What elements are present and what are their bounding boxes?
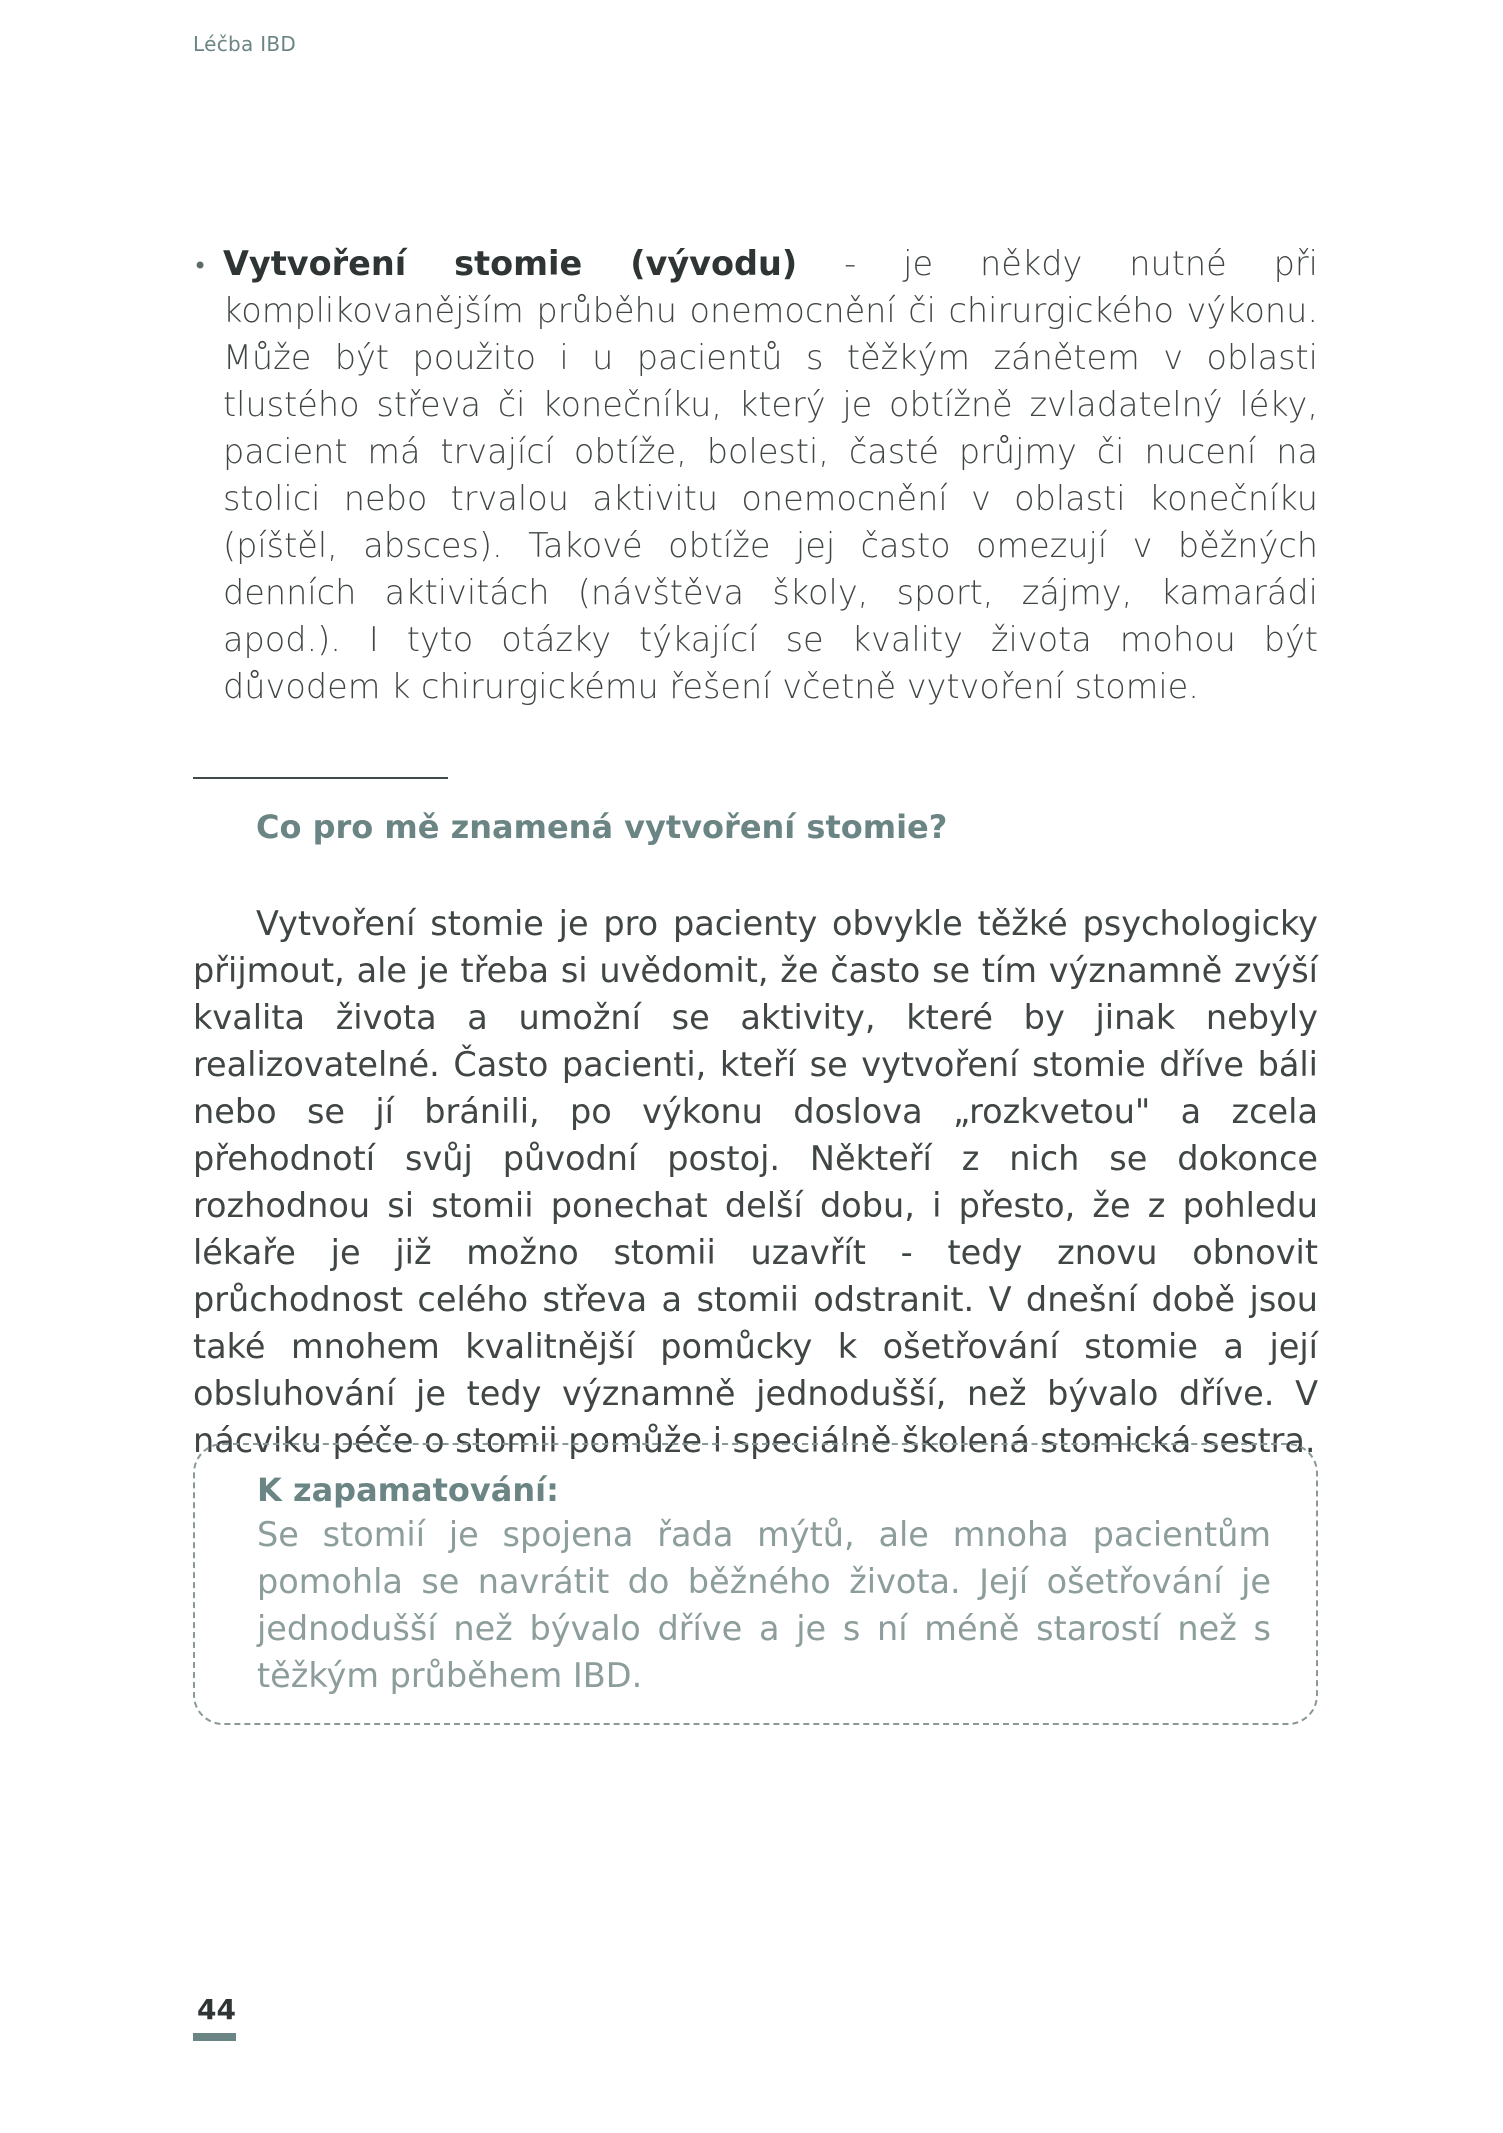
- page-number-bar: [193, 2033, 236, 2041]
- section-heading: Co pro mě znamená vytvoření stomie?: [256, 808, 948, 846]
- key-takeaway-text: Se stomií je spojena řada mýtů, ale mnoha pacientům pomohla se navrátit do běžného života. Její ošetřování je jednodušší než bývalo dříve a je s ní méně starostí než s těžkým průběhem IBD.: [257, 1515, 1271, 1695]
- bullet-body-text: - je někdy nutné při komplikovanějším průběhu onemocnění či chirurgického výkonu. Může být použito i u pacientů s těžkým zánětem v oblasti tlustého střeva či konečníku, který je obtížně zvladatelný léky, pacient má trvající obtíže, bolesti, časté průjmy či nucení na stolici nebo trvalou aktivitu onemocnění v oblasti konečníku (píštěl, absces). Takové obtíže jej často omezují v běžných denních aktivitách (návštěva školy, sport, zájmy, kamarádi apod.). I tyto otázky týkající se kvality života mohou být důvodem k chirurgickému řešení včetně vytvoření stomie.: [223, 244, 1318, 706]
- key-takeaway-box: [193, 1443, 1318, 1725]
- bullet-term: Vytvoření stomie (vývodu): [223, 244, 798, 283]
- bullet-paragraph: [223, 240, 1318, 710]
- section-paragraph: Vytvoření stomie je pro pacienty obvykle těžké psychologicky přijmout, ale je třeba si uvědomit, že často se tím významně zvýší kvalita života a umožní se aktivity, které by jinak nebyly realizovatelné. Často pacienti, kteří se vytvoření stomie dříve báli nebo se jí bránili, po výkonu doslova „rozkvetou" a zcela přehodnotí svůj původní postoj. Někteří z nich se dokonce rozhodnou si stomii ponechat delší dobu, i přesto, že z pohledu lékaře je již možno stomii uzavřít - tedy znovu obnovit průchodnost celého střeva a stomii odstranit. V dnešní době jsou také mnohem kvalitnější pomůcky k ošetřování stomie a její obsluhování je tedy významně jednodušší, než bývalo dříve. V nácviku péče o stomii pomůže i speciálně školená stomická sestra.: [193, 904, 1318, 1460]
- bullet-marker: •: [193, 252, 208, 280]
- running-header: Léčba IBD: [193, 32, 297, 56]
- bullet-item-stoma: [193, 240, 1318, 710]
- page-number: 44: [197, 1993, 236, 2026]
- section-divider: [193, 777, 448, 779]
- key-takeaway-title: K zapamatování:: [257, 1471, 559, 1509]
